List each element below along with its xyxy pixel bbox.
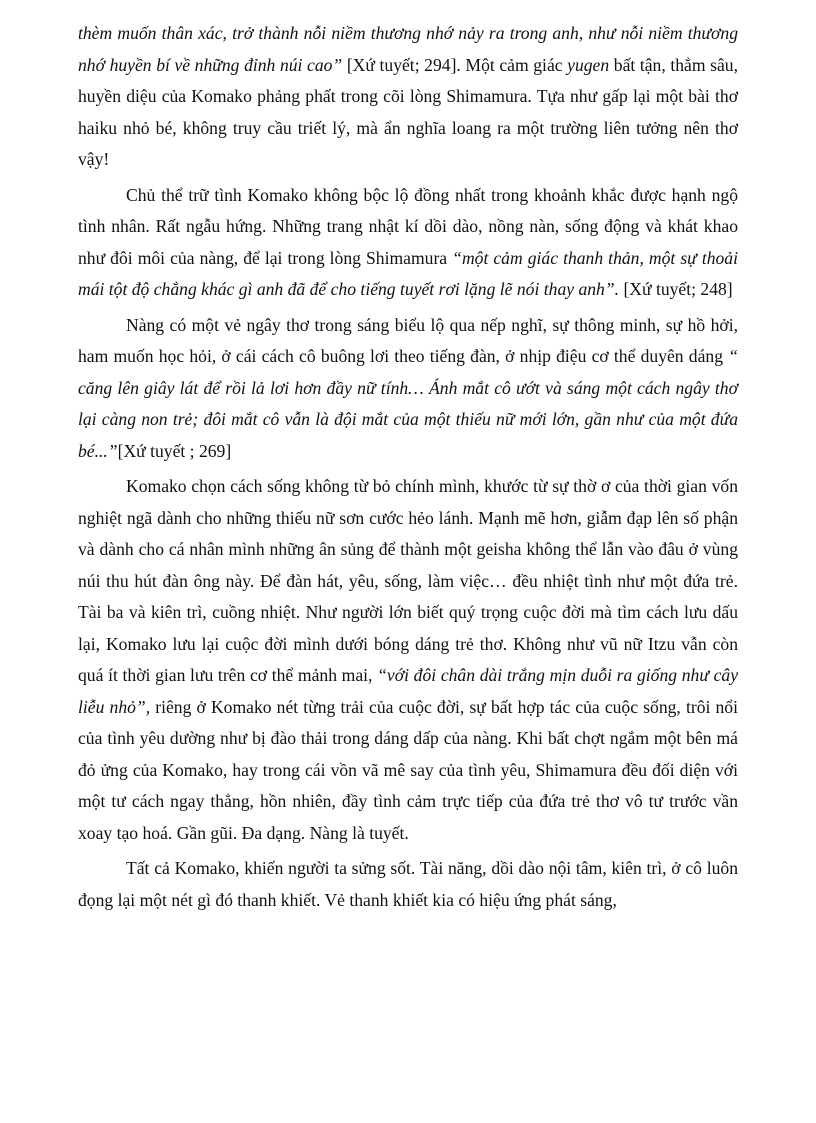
term-yugen: yugen [567, 54, 610, 75]
body-text: Tất cả Komako, khiến người ta sửng sốt. Tài năng, dồi dào nội tâm, kiên trì, ở cô luôn đọng lại một nét gì đó thanh khiết. Vẻ thanh khiết kia có hiệu ứng phát sáng, [78, 858, 738, 910]
body-text: Chủ thể trữ tình Komako không bộc lộ đồng nhất trong khoảnh khắc được hạnh ngộ tình nhân. Rất ngẫu hứng. Những trang nhật kí dồi dào, nồng nàn, sống động và khát khao như đôi môi của nàng, để lại trong lòng Shimamura [78, 184, 738, 268]
paragraph-3 [78, 310, 738, 468]
citation: [Xứ tuyết; 248] [619, 279, 733, 299]
paragraph-4 [78, 471, 738, 849]
body-text: Nàng có một vẻ ngây thơ trong sáng biểu lộ qua nếp nghĩ, sự thông minh, sự hồ hởi, ham muốn học hỏi, ở cái cách cô buông lơi theo tiếng đàn, ở nhịp điệu cơ thể duyên dáng [78, 314, 738, 366]
quote-text: “một cảm giác thanh thản, một sự thoải mái tột độ chẳng khác gì anh đã để cho tiếng tuyết rơi lặng lẽ nói thay anh”. [78, 247, 738, 299]
body-text: Komako chọn cách sống không từ bỏ chính mình, khước từ sự thờ ơ của thời gian vốn nghiệt ngã dành cho những thiếu nữ sơn cước hẻo lánh. Mạnh mẽ hơn, giẫm đạp lên số phận và dành cho cá nhân mình những ân sủng để thành một geisha không thể lẫn vào đâu ở vùng núi thu hút đàn ông này. Để đàn hát, yêu, sống, làm việc… đều nhiệt tình như một đứa trẻ. Tài ba và kiên trì, cuồng nhiệt. Như người lớn biết quý trọng cuộc đời mà tìm cách lưu dấu lại, Komako lưu lại cuộc đời mình dưới bóng dáng trẻ thơ. Không như vũ nữ Itzu vẫn còn quá ít thời gian lưu trên cơ thể mảnh mai, [78, 476, 738, 685]
paragraph-1 [78, 18, 738, 176]
body-text: riêng ở Komako nét từng trải của cuộc đời, sự bất hợp tác của cuộc sống, trôi nổi của tình yêu dường như bị đào thải trong dáng dấp của nàng. Khi bất chợt ngắm một bên má đỏ ửng của Komako, hay trong cái vồn vã mê say của tình yêu, Shimamura đều đối diện với một tư cách ngay thẳng, hồn nhiên, đầy tình cảm trực tiếp của đứa trẻ thơ vô tư trước vần xoay tạo hoá. Gần gũi. Đa dạng. Nàng là tuyết. [78, 696, 738, 843]
citation: [Xứ tuyết ; 269] [117, 440, 232, 461]
paragraph-5 [78, 853, 738, 916]
body-text: [Xứ tuyết; 294]. Một cảm giác [342, 54, 568, 75]
quote-text: “với đôi chân dài trắng mịn duỗi ra giống như cây liễu nhỏ”, [78, 665, 738, 717]
body-text: bất tận, thẳm sâu, huyền diệu của Komako phảng phất trong cõi lòng Shimamura. Tựa như gấp lại một bài thơ haiku nhỏ bé, không truy cầu triết lý, mà ẩn nghĩa loang ra một trường liên tưởng nên thơ vậy! [78, 54, 738, 169]
paragraph-2 [78, 180, 738, 306]
document-page [78, 18, 738, 920]
quote-text: thèm muốn thân xác, trở thành nỗi niềm thương nhớ nảy ra trong anh, như nỗi niềm thương nhớ huyền bí về những đỉnh núi cao” [78, 23, 738, 75]
quote-text: “ căng lên giây lát để rồi lả lơi hơn đầy nữ tính… Ánh mắt cô ướt và sáng một cách ngây thơ lại càng non trẻ; đôi mắt cô vẫn là đội mắt của một thiếu nữ mới lớn, gần như của một đứa bé...” [78, 346, 738, 461]
